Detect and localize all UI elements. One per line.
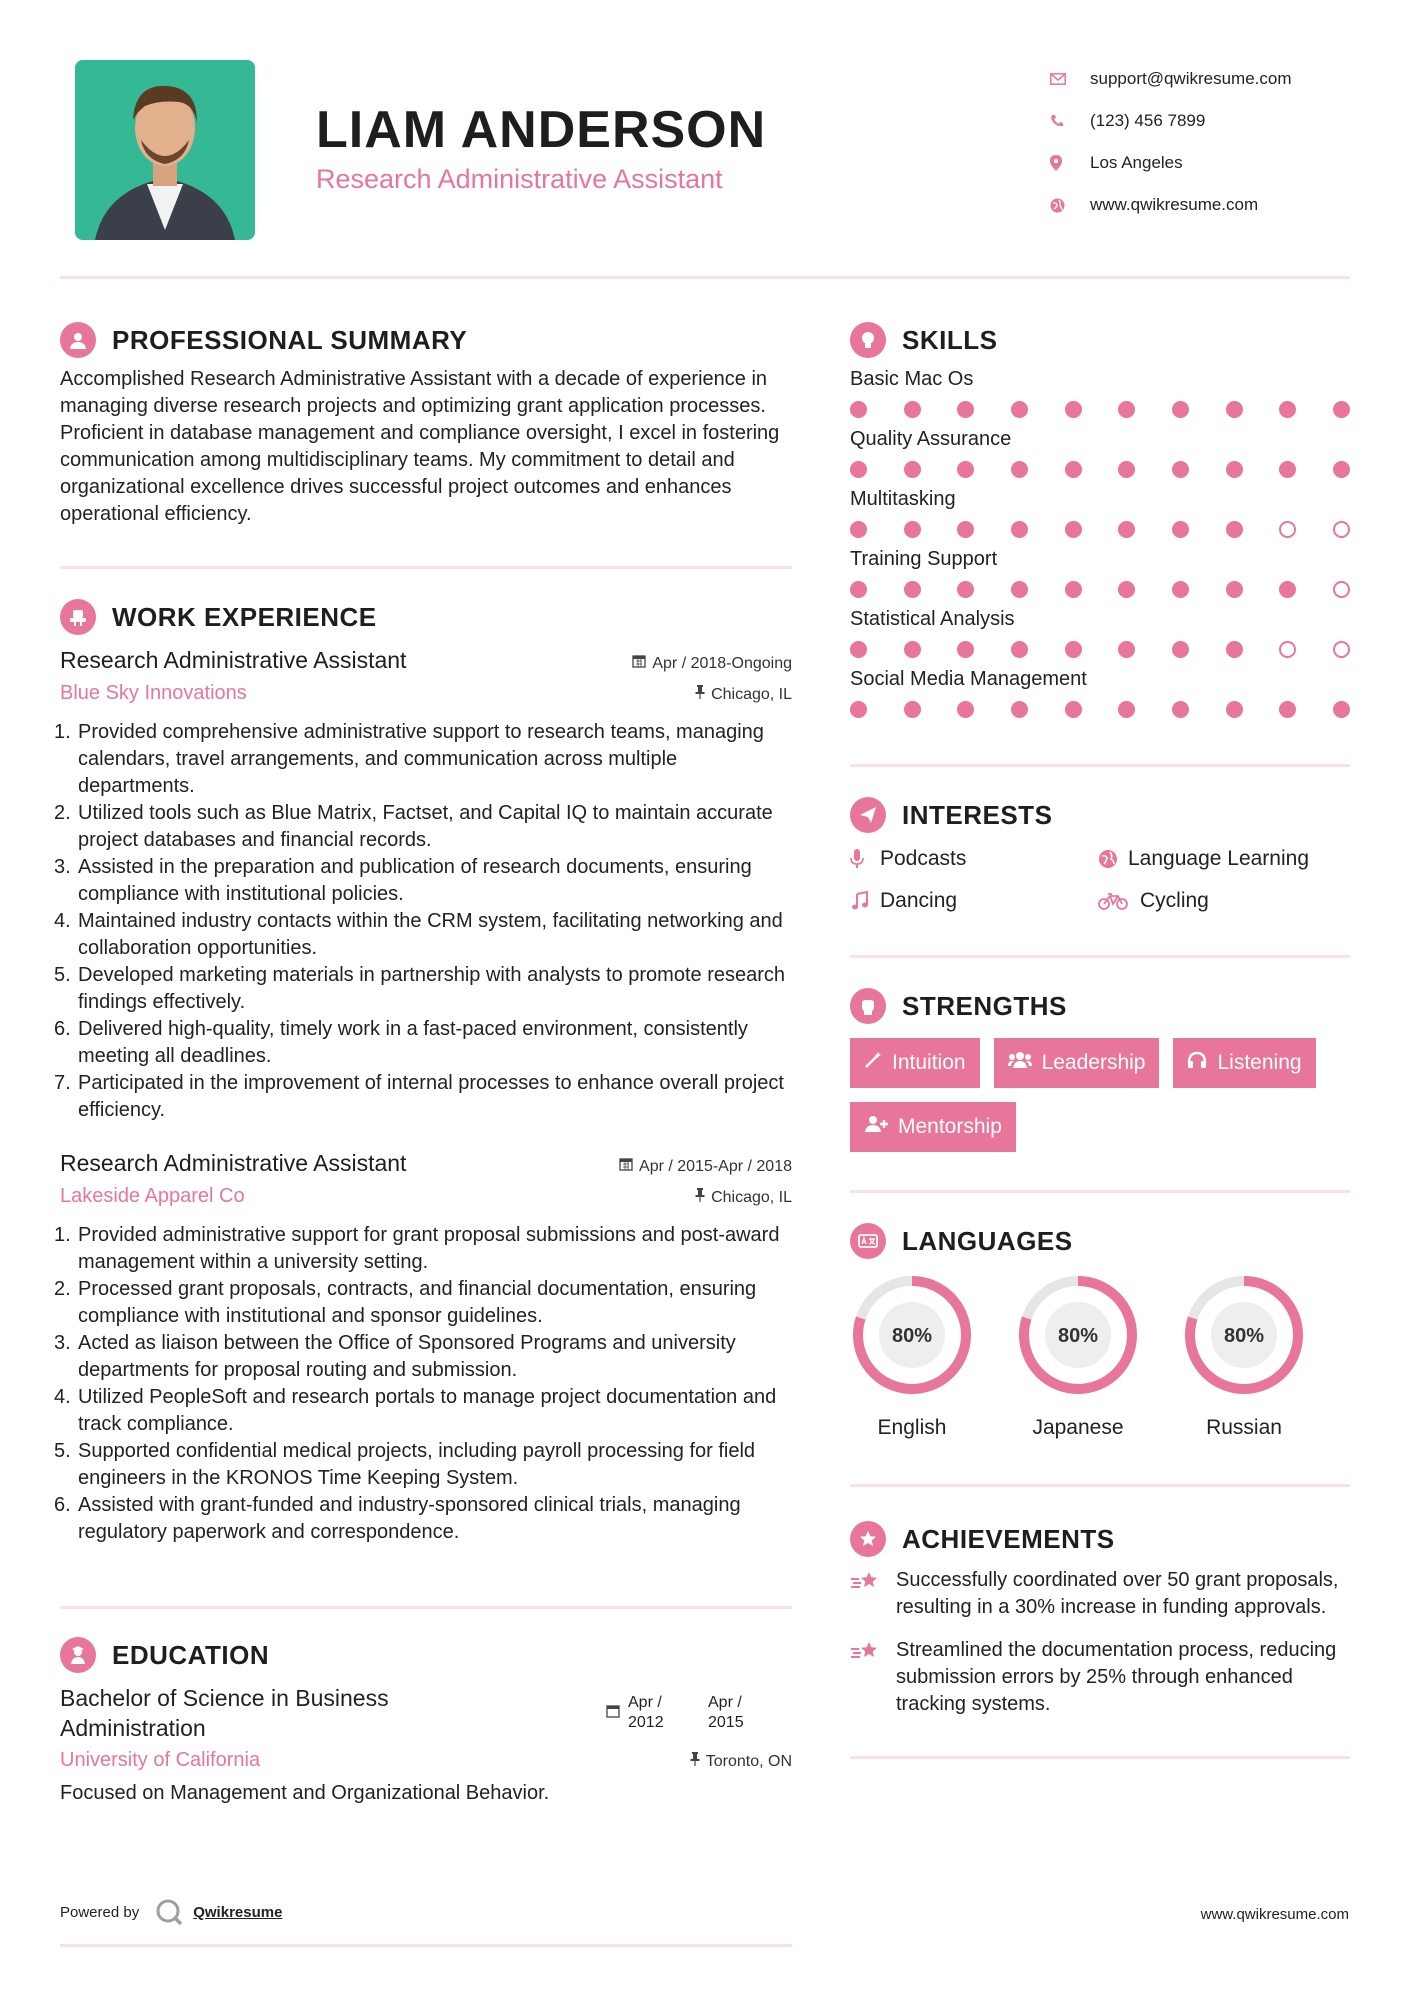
microphone-icon	[850, 849, 878, 869]
rating-dot-filled	[1172, 521, 1189, 538]
interest-item	[850, 889, 1098, 913]
bullet-number: 5.	[54, 964, 71, 986]
bullet-text: Assisted in the preparation and publication of research documents, ensuring compliance with institutional policies.	[78, 856, 752, 905]
pushpin-icon	[690, 1752, 700, 1771]
rating-dot-filled	[1172, 461, 1189, 478]
job-dates	[619, 1157, 792, 1176]
pushpin-icon	[695, 685, 705, 704]
rating-dot-filled	[904, 701, 921, 718]
bullet-number: 7.	[54, 1072, 71, 1094]
bullet-text: Acted as liaison between the Office of Sponsored Programs and university departments for proposal routing and submission.	[78, 1332, 736, 1381]
school-name: University of California	[60, 1749, 261, 1771]
skill-rating	[850, 641, 1350, 658]
job-location	[695, 1188, 792, 1207]
job-location	[695, 685, 792, 704]
rating-dot-filled	[1065, 521, 1082, 538]
job-company: Blue Sky Innovations	[60, 682, 247, 704]
skill-name: Multitasking	[850, 488, 956, 510]
job-company: Lakeside Apparel Co	[60, 1185, 245, 1207]
language-name: Russian	[1206, 1416, 1282, 1439]
rating-dot-filled	[1172, 401, 1189, 418]
contact-phone[interactable]	[1050, 100, 1292, 142]
rating-dot-filled	[904, 581, 921, 598]
achievements-heading	[850, 1521, 1350, 1557]
experience-divider	[60, 1606, 792, 1609]
strengths-list	[850, 1038, 1350, 1152]
achievements-divider	[850, 1756, 1350, 1759]
education-description: Focused on Management and Organizational Behavior.	[60, 1782, 550, 1804]
language-item	[1016, 1273, 1140, 1440]
interests-list	[850, 847, 1350, 913]
rating-dot-filled	[904, 401, 921, 418]
skill-item	[850, 428, 1350, 478]
bullet-text: Utilized tools such as Blue Matrix, Factset, and Capital IQ to maintain accurate project databases and financial records.	[78, 802, 773, 851]
rating-dot-filled	[850, 581, 867, 598]
summary-heading	[60, 322, 792, 358]
bullet-number: 5.	[54, 1440, 71, 1462]
job-dates	[632, 654, 792, 673]
achievement-item	[850, 1637, 1350, 1718]
bullet-number: 1.	[54, 721, 71, 743]
strength-tag	[850, 1102, 1016, 1152]
interest-label: Language Learning	[1128, 847, 1310, 870]
rating-dot-filled	[1333, 701, 1350, 718]
languages-heading-text: LANGUAGES	[902, 1225, 1073, 1256]
languages-heading	[850, 1223, 1350, 1259]
rating-dot-filled	[957, 581, 974, 598]
rating-dot-filled	[850, 461, 867, 478]
strength-tag	[994, 1038, 1160, 1088]
gauge-percent: 80%	[1057, 1325, 1099, 1347]
rating-dot-filled	[1118, 641, 1135, 658]
rating-dot-filled	[1226, 521, 1243, 538]
rating-dot-empty	[1279, 521, 1296, 538]
rating-dot-filled	[957, 641, 974, 658]
bullet-item	[54, 800, 792, 854]
interest-item	[1098, 847, 1350, 871]
rating-dot-empty	[1333, 581, 1350, 598]
contact-location	[1050, 142, 1292, 184]
rating-dot-filled	[1333, 401, 1350, 418]
rating-dot-filled	[1279, 461, 1296, 478]
bullet-item	[54, 908, 792, 962]
skill-item	[850, 608, 1350, 658]
job-title: Research Administrative Assistant	[60, 647, 407, 673]
bullet-item	[54, 1016, 792, 1070]
calendar-icon	[606, 1704, 620, 1723]
contact-list	[1050, 58, 1292, 226]
language-card-icon	[850, 1223, 886, 1259]
candidate-name: LIAM ANDERSON	[316, 101, 767, 159]
interests-divider	[850, 955, 1350, 958]
rating-dot-filled	[1172, 581, 1189, 598]
left-column	[54, 322, 792, 1805]
globe-icon	[1098, 849, 1126, 869]
education-section	[60, 1637, 792, 1805]
rating-dot-filled	[904, 521, 921, 538]
bullet-item	[54, 1492, 792, 1546]
rating-dot-filled	[904, 461, 921, 478]
rating-dot-empty	[1279, 641, 1296, 658]
summary-section	[60, 322, 792, 528]
contact-email-text: support@qwikresume.com	[1090, 69, 1292, 88]
achievement-item	[850, 1567, 1350, 1621]
person-portrait-icon	[75, 60, 255, 240]
skills-section	[850, 322, 1350, 718]
strength-label: Listening	[1217, 1051, 1302, 1074]
strength-tag	[1173, 1038, 1315, 1088]
paper-plane-icon	[850, 797, 886, 833]
job-title: Research Administrative Assistant	[60, 1150, 407, 1176]
resume-header	[60, 58, 1350, 278]
skill-rating	[850, 461, 1350, 478]
bullet-item	[54, 1330, 792, 1384]
gauge-percent: 80%	[1223, 1325, 1265, 1347]
interest-label: Dancing	[880, 889, 958, 912]
contact-website[interactable]	[1050, 184, 1292, 226]
rating-dot-filled	[1226, 581, 1243, 598]
rating-dot-filled	[850, 521, 867, 538]
language-item	[1182, 1273, 1306, 1440]
phone-icon	[1050, 114, 1090, 128]
bullet-text: Developed marketing materials in partnership with analysts to promote research findings effectively.	[78, 964, 786, 1013]
skills-divider	[850, 764, 1350, 767]
bullet-text: Maintained industry contacts within the CRM system, facilitating networking and collaboration opportunities.	[78, 910, 783, 959]
fist-icon	[850, 988, 886, 1024]
rating-dot-filled	[850, 641, 867, 658]
rating-dot-filled	[957, 701, 974, 718]
skills-list	[850, 368, 1350, 718]
contact-email[interactable]	[1050, 58, 1292, 100]
language-name: English	[877, 1416, 947, 1439]
bullet-item	[54, 719, 792, 800]
rating-dot-filled	[1011, 461, 1028, 478]
summary-text: Accomplished Research Administrative Assistant with a decade of experience in managing diverse research projects and optimizing grant application processes. Proficient in database management and compliance oversight, I excel in fostering communication among multidisciplinary teams. My commitment to detail and organizational excellence drives successful project outcomes and enhances operational efficiency.	[60, 368, 780, 525]
language-gauge	[1182, 1273, 1306, 1397]
profile-photo	[75, 60, 255, 240]
bottom-left-divider	[60, 1944, 792, 1947]
languages-list	[850, 1273, 1350, 1440]
education-location	[690, 1752, 792, 1771]
rating-dot-filled	[1011, 401, 1028, 418]
bicycle-icon	[1098, 892, 1138, 910]
skills-heading-text: SKILLS	[902, 324, 998, 355]
rating-dot-empty	[1333, 641, 1350, 658]
summary-heading-text: PROFESSIONAL SUMMARY	[112, 324, 468, 355]
achievement-text: Successfully coordinated over 50 grant proposals, resulting in a 30% increase in funding approvals.	[896, 1569, 1339, 1618]
star-badge-icon	[850, 1521, 886, 1557]
user-icon	[60, 322, 96, 358]
bullet-text: Assisted with grant-funded and industry-sponsored clinical trials, managing regulatory paperwork and correspondence.	[78, 1494, 741, 1543]
rating-dot-filled	[1011, 521, 1028, 538]
skill-name: Quality Assurance	[850, 428, 1012, 450]
interest-item	[850, 847, 1098, 871]
interest-label: Podcasts	[880, 847, 967, 870]
rating-dot-filled	[1118, 581, 1135, 598]
skill-rating	[850, 521, 1350, 538]
skills-heading	[850, 322, 1350, 358]
education-location-text: Toronto, ON	[705, 1752, 792, 1770]
candidate-title: Research Administrative Assistant	[316, 164, 723, 194]
bullet-text: Delivered high-quality, timely work in a fast-paced environment, consistently meeting all deadlines.	[78, 1018, 748, 1067]
strength-tag	[850, 1038, 980, 1088]
strength-label: Leadership	[1041, 1051, 1146, 1074]
education-heading	[60, 1637, 792, 1673]
interests-section	[850, 797, 1350, 913]
rating-dot-filled	[1065, 701, 1082, 718]
rating-dot-filled	[1226, 461, 1243, 478]
skill-name: Statistical Analysis	[850, 608, 1015, 630]
skill-name: Basic Mac Os	[850, 368, 974, 390]
footer-website[interactable]: www.qwikresume.com	[1200, 1906, 1349, 1923]
strengths-section	[850, 988, 1350, 1152]
achievement-text: Streamlined the documentation process, reducing submission errors by 25% through enhanced tracking systems.	[896, 1639, 1337, 1715]
qwikresume-link[interactable]: Qwikresume	[193, 1903, 283, 1921]
job-dates-text: Apr / 2015-Apr / 2018	[639, 1157, 792, 1175]
rating-dot-filled	[957, 401, 974, 418]
gauge-percent: 80%	[891, 1325, 933, 1347]
bullet-item	[54, 1222, 792, 1276]
education-heading-text: EDUCATION	[112, 1639, 270, 1670]
rating-dot-filled	[1333, 461, 1350, 478]
calendar-icon	[619, 1157, 633, 1176]
bullet-number: 6.	[54, 1018, 71, 1040]
education-start: Apr / 2012	[628, 1694, 664, 1731]
job-entry	[54, 647, 792, 1124]
briefcase-icon	[60, 599, 96, 635]
music-note-icon	[850, 891, 878, 911]
skill-rating	[850, 581, 1350, 598]
rating-dot-filled	[1172, 641, 1189, 658]
rating-dot-filled	[957, 521, 974, 538]
job-bullets	[54, 719, 792, 1124]
contact-location-text: Los Angeles	[1090, 153, 1183, 172]
lightbulb-icon	[850, 322, 886, 358]
skill-name: Social Media Management	[850, 668, 1087, 690]
strengths-divider	[850, 1190, 1350, 1193]
job-dates-text: Apr / 2018-Ongoing	[652, 654, 792, 672]
languages-section	[850, 1223, 1350, 1440]
rating-dot-filled	[1011, 701, 1028, 718]
pushpin-icon	[695, 1188, 705, 1207]
achievements-list	[850, 1567, 1350, 1718]
bullet-item	[54, 1276, 792, 1330]
bullet-item	[54, 962, 792, 1016]
rating-dot-filled	[1279, 401, 1296, 418]
bullet-number: 3.	[54, 856, 71, 878]
calendar-icon	[632, 654, 646, 673]
bullet-text: Supported confidential medical projects, including payroll processing for field engineers in the KRONOS Time Keeping System.	[78, 1440, 756, 1489]
skill-item	[850, 548, 1350, 598]
job-location-text: Chicago, IL	[711, 685, 792, 703]
languages-divider	[850, 1484, 1350, 1487]
bullet-text: Provided administrative support for grant proposal submissions and post-award management within a university setting.	[78, 1224, 780, 1273]
magic-wand-icon	[864, 1051, 882, 1075]
language-gauge	[1016, 1273, 1140, 1397]
skill-rating	[850, 701, 1350, 718]
powered-by	[60, 1898, 282, 1926]
strength-label: Mentorship	[898, 1115, 1002, 1138]
rating-dot-filled	[1172, 701, 1189, 718]
interests-heading	[850, 797, 1350, 833]
contact-phone-text: (123) 456 7899	[1090, 111, 1206, 130]
experience-section	[54, 599, 792, 1546]
rating-dot-filled	[1226, 641, 1243, 658]
rating-dot-filled	[1118, 461, 1135, 478]
job-bullets	[54, 1222, 792, 1546]
summary-divider	[60, 566, 792, 569]
right-column	[850, 322, 1350, 1759]
bullet-item	[54, 1070, 792, 1124]
degree-title: Bachelor of Science in Business Administration	[60, 1685, 389, 1741]
powered-by-label: Powered by	[60, 1903, 140, 1921]
bullet-number: 3.	[54, 1332, 71, 1354]
strength-label: Intuition	[892, 1051, 966, 1074]
shooting-star-icon	[850, 1567, 896, 1621]
experience-heading-text: WORK EXPERIENCE	[112, 601, 377, 632]
rating-dot-filled	[1065, 461, 1082, 478]
interests-heading-text: INTERESTS	[902, 799, 1053, 830]
bullet-item	[54, 854, 792, 908]
map-pin-icon	[1050, 155, 1090, 171]
rating-dot-filled	[957, 461, 974, 478]
rating-dot-filled	[1011, 641, 1028, 658]
experience-heading	[60, 599, 792, 635]
bullet-number: 6.	[54, 1494, 71, 1516]
language-gauge	[850, 1273, 974, 1397]
rating-dot-filled	[1065, 581, 1082, 598]
rating-dot-filled	[850, 401, 867, 418]
rating-dot-filled	[1226, 401, 1243, 418]
bullet-text: Utilized PeopleSoft and research portals to manage project documentation and track compliance.	[78, 1386, 777, 1435]
job-location-text: Chicago, IL	[711, 1188, 792, 1206]
rating-dot-filled	[1118, 521, 1135, 538]
achievements-heading-text: ACHIEVEMENTS	[902, 1523, 1115, 1554]
education-end: Apr / 2015	[708, 1694, 744, 1731]
headphones-icon	[1187, 1051, 1207, 1075]
users-icon	[1008, 1051, 1032, 1075]
rating-dot-filled	[1226, 701, 1243, 718]
envelope-icon	[1050, 73, 1090, 85]
shooting-star-icon	[850, 1637, 896, 1718]
rating-dot-filled	[1118, 701, 1135, 718]
skill-item	[850, 368, 1350, 418]
rating-dot-filled	[904, 641, 921, 658]
language-item	[850, 1273, 974, 1440]
skill-name: Training Support	[850, 548, 998, 570]
strengths-heading-text: STRENGTHS	[902, 990, 1067, 1021]
bullet-text: Participated in the improvement of internal processes to enhance overall project efficiency.	[78, 1072, 784, 1121]
bullet-number: 4.	[54, 910, 71, 932]
language-name: Japanese	[1032, 1416, 1124, 1439]
interest-label: Cycling	[1140, 889, 1209, 912]
rating-dot-filled	[1011, 581, 1028, 598]
bullet-number: 4.	[54, 1386, 71, 1408]
rating-dot-filled	[1065, 401, 1082, 418]
header-divider	[60, 276, 1350, 279]
bullet-number: 2.	[54, 802, 71, 824]
skill-item	[850, 488, 1350, 538]
education-dates	[606, 1683, 762, 1743]
globe-icon	[1050, 198, 1090, 213]
bullet-item	[54, 1384, 792, 1438]
rating-dot-filled	[1279, 581, 1296, 598]
strengths-heading	[850, 988, 1350, 1024]
achievements-section	[850, 1521, 1350, 1718]
bullet-item	[54, 1438, 792, 1492]
bullet-number: 2.	[54, 1278, 71, 1300]
rating-dot-empty	[1333, 521, 1350, 538]
job-entry	[54, 1150, 792, 1546]
skill-item	[850, 668, 1350, 718]
qwikresume-logo-icon	[155, 1898, 183, 1926]
rating-dot-filled	[1118, 401, 1135, 418]
rating-dot-filled	[1065, 641, 1082, 658]
rating-dot-filled	[1279, 701, 1296, 718]
bullet-text: Processed grant proposals, contracts, and financial documentation, ensuring compliance with institutional and sponsor guidelines.	[78, 1278, 757, 1327]
rating-dot-filled	[850, 701, 867, 718]
user-plus-icon	[864, 1115, 888, 1139]
graduation-icon	[60, 1637, 96, 1673]
skill-rating	[850, 401, 1350, 418]
bullet-number: 1.	[54, 1224, 71, 1246]
contact-website-text: www.qwikresume.com	[1090, 195, 1259, 214]
interest-item	[1098, 889, 1350, 913]
bullet-text: Provided comprehensive administrative support to research teams, managing calendars, travel arrangements, and communication across multiple departments.	[78, 721, 764, 797]
